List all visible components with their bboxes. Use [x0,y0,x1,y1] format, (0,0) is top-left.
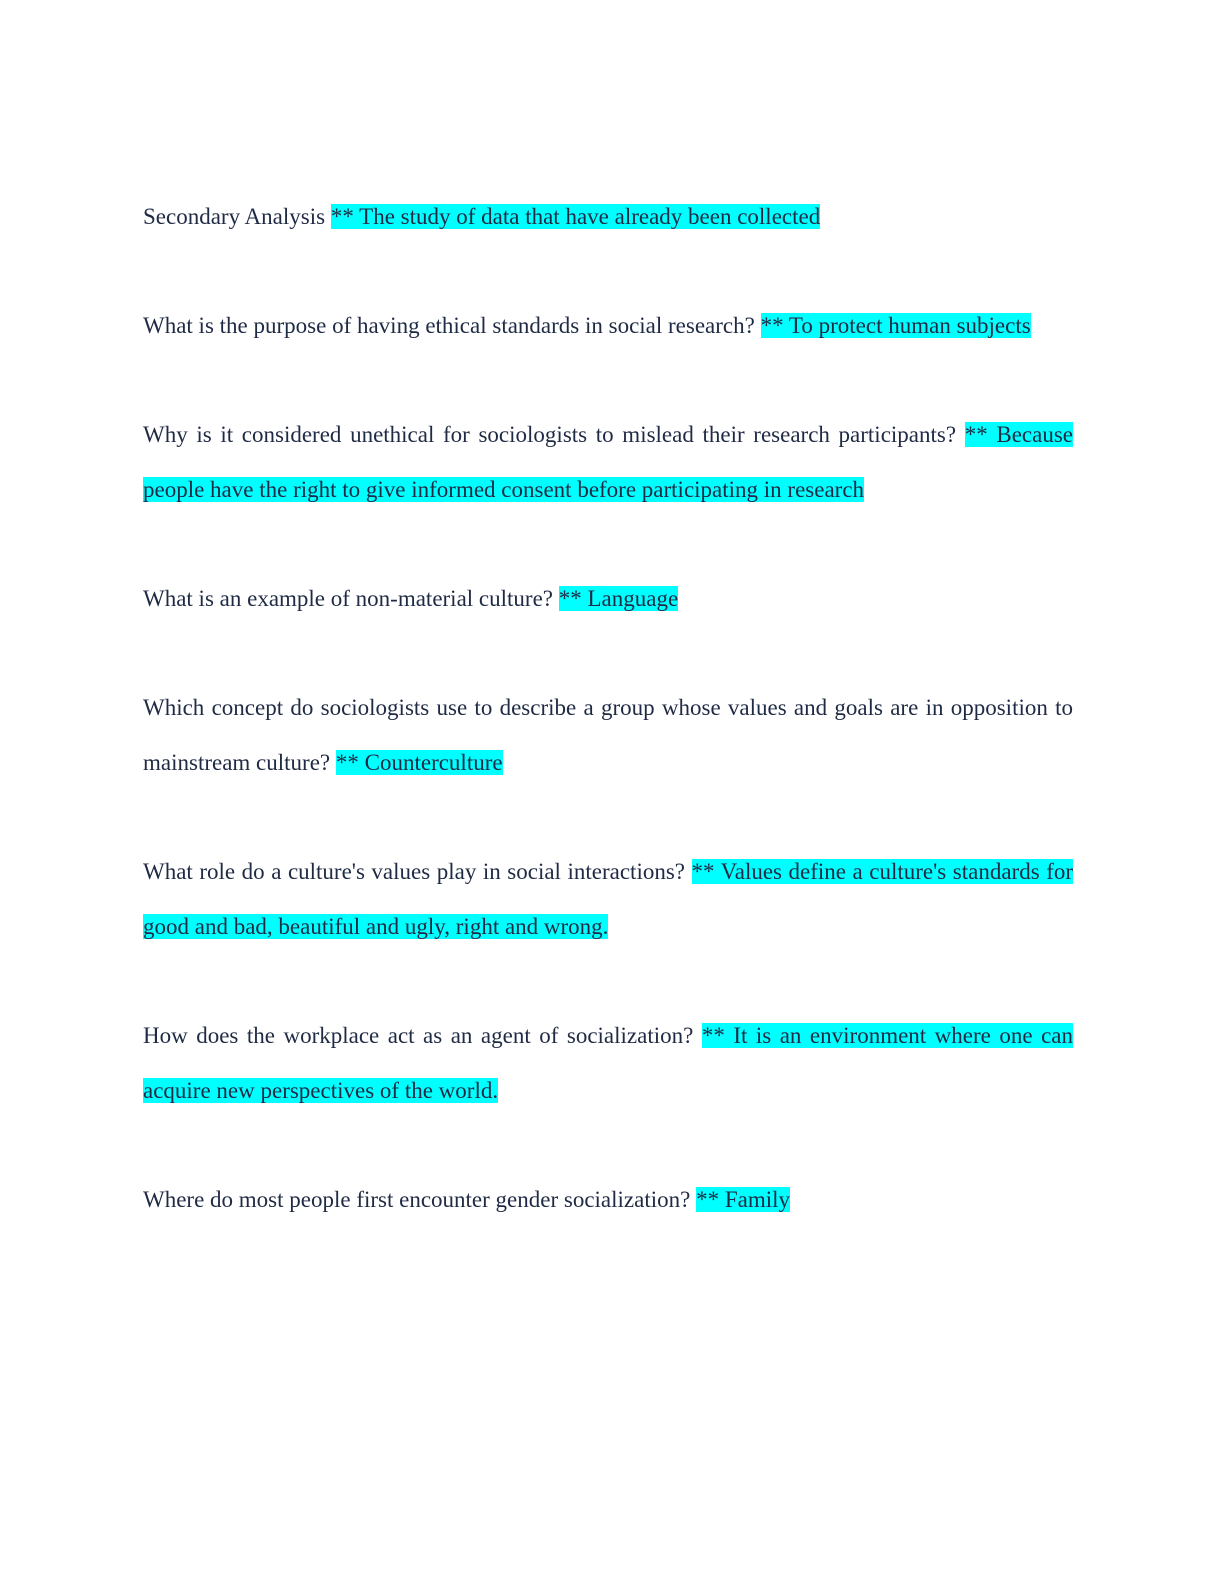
qa-item [143,1009,1073,1118]
highlighted-answer: ** The study of data that have already been collected [330,204,821,229]
highlighted-answer: ** Family [696,1186,790,1212]
highlighted-answer: ** It is an environment where one can acquire new perspectives of the world. [143,1022,1073,1103]
highlighted-answer: ** Language [558,586,679,612]
question-text: Which concept do sociologists use to describe a group whose values and goals are in opposition to mainstream culture? [143,695,1073,775]
highlighted-answer: ** To protect human subjects [760,313,1031,339]
qa-item [143,299,1073,354]
question-text: What role do a culture's values play in social interactions? [143,859,685,885]
highlighted-answer: ** Counterculture [335,749,503,775]
qa-item [143,845,1073,954]
question-text: Secondary Analysis [143,204,326,229]
question-text: Where do most people first encounter gender socialization? [143,1186,691,1212]
document-body [143,190,1073,1282]
question-text: What is the purpose of having ethical standards in social research? [143,313,755,339]
highlighted-answer: ** Values define a culture's standards for good and bad, beautiful and ugly, right and wrong. [143,859,1074,939]
qa-item [143,1173,1073,1228]
highlighted-answer: ** Because people have the right to give informed consent before participating in research [143,422,1073,502]
qa-item [143,572,1073,627]
qa-item [143,681,1073,790]
question-text: Why is it considered unethical for sociologists to mislead their research participants? [143,422,957,448]
qa-item [143,190,1073,245]
question-text: How does the workplace act as an agent of socialization? [143,1022,694,1048]
qa-item [143,408,1073,517]
question-text: What is an example of non-material culture? [143,586,553,612]
